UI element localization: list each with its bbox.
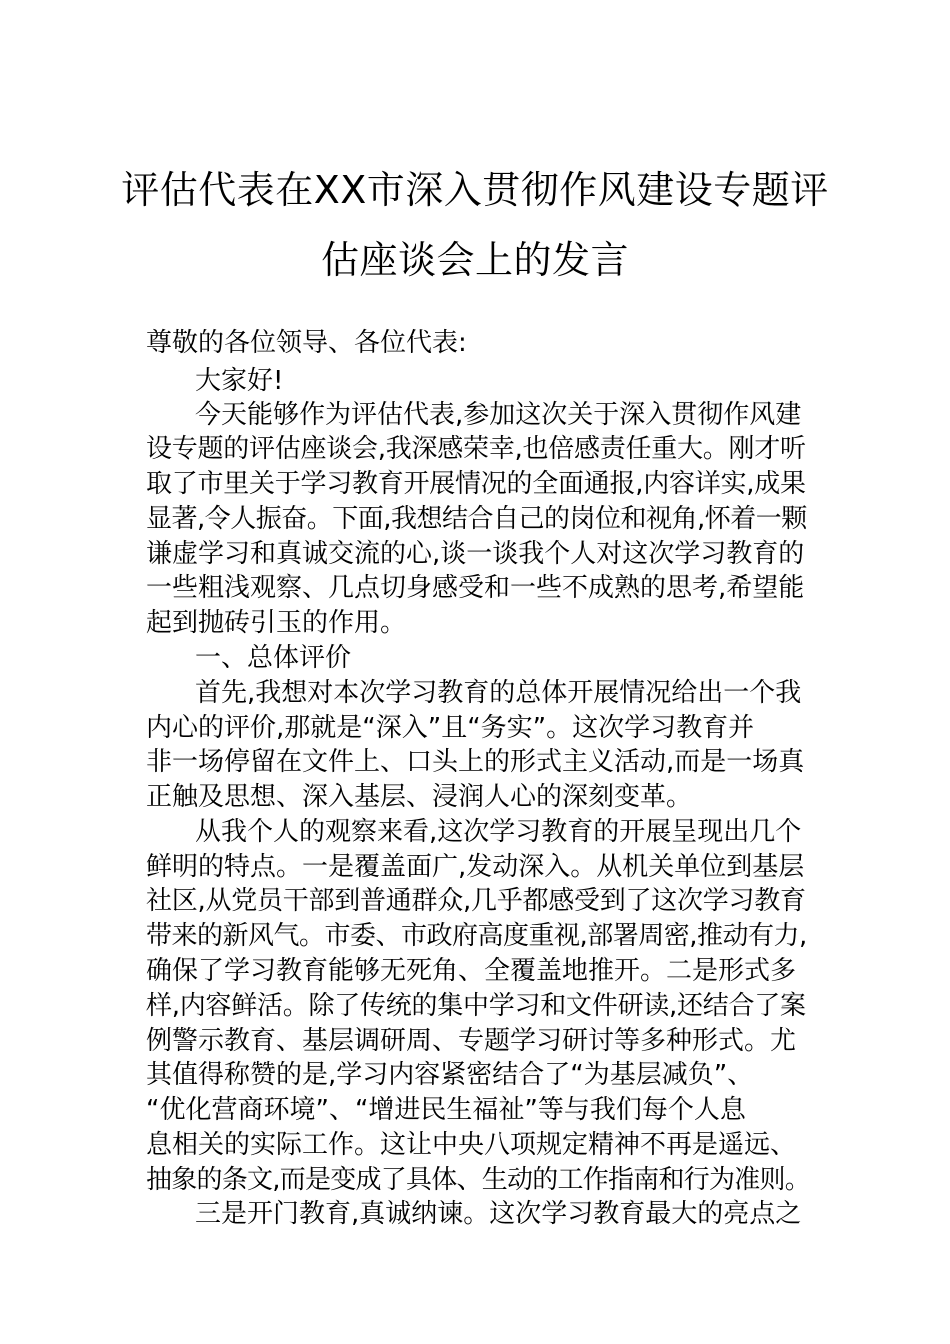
paragraph-line: 抽象的条文,而是变成了具体、生动的工作指南和行为准则。 xyxy=(146,1165,811,1195)
paragraph-line: 例警示教育、基层调研周、专题学习研讨等多种形式。尤 xyxy=(146,1026,797,1056)
paragraph-line: 今天能够作为评估代表,参加这次关于深入贯彻作风建 xyxy=(195,400,802,430)
paragraph-line: 息相关的实际工作。这让中央八项规定精神不再是遥远、 xyxy=(146,1130,797,1160)
paragraph-line: 鲜明的特点。一是覆盖面广,发动深入。从机关单位到基层 xyxy=(146,852,805,882)
paragraph-line: 首先,我想对本次学习教育的总体开展情况给出一个我 xyxy=(195,678,802,708)
paragraph-line: 确保了学习教育能够无死角、全覆盖地推开。二是形式多 xyxy=(146,956,797,986)
paragraph-line: 谦虚学习和真诚交流的心,谈一谈我个人对这次学习教育的 xyxy=(146,539,805,569)
paragraph-line: 内心的评价,那就是“深入”且“务实”。这次学习教育并 xyxy=(146,713,755,743)
document-title-line-2: 估座谈会上的发言 xyxy=(320,238,629,282)
paragraph-line: 从我个人的观察来看,这次学习教育的开展呈现出几个 xyxy=(195,817,802,847)
greeting: 大家好! xyxy=(195,366,284,396)
paragraph-line: 样,内容鲜活。除了传统的集中学习和文件研读,还结合了案 xyxy=(146,991,806,1021)
paragraph-line: 起到抛砖引玉的作用。 xyxy=(146,608,407,638)
section-heading: 一、总体评价 xyxy=(195,643,352,673)
paragraph-line: 设专题的评估座谈会,我深感荣幸,也倍感责任重大。刚才听 xyxy=(146,434,806,464)
document-title-line-1: 评估代表在XX市深入贯彻作风建设专题评 xyxy=(121,168,829,212)
paragraph-line: “优化营商环境”、“增进民生福祉”等与我们每个人息 xyxy=(146,1095,746,1125)
paragraph-line: 社区,从党员干部到普通群众,几乎都感受到了这次学习教育 xyxy=(146,886,806,916)
paragraph-line: 其值得称赞的是,学习内容紧密结合了“为基层减负”、 xyxy=(146,1060,754,1090)
paragraph-line: 三是开门教育,真诚纳谏。这次学习教育最大的亮点之 xyxy=(195,1199,802,1229)
paragraph-line: 一些粗浅观察、几点切身感受和一些不成熟的思考,希望能 xyxy=(146,573,805,603)
paragraph-line: 显著,令人振奋。下面,我想结合自己的岗位和视角,怀着一颗 xyxy=(146,504,807,534)
paragraph-line: 非一场停留在文件上、口头上的形式主义活动,而是一场真 xyxy=(146,747,805,777)
salutation: 尊敬的各位领导、各位代表: xyxy=(146,328,467,358)
paragraph-line: 正触及思想、深入基层、浸润人心的深刻变革。 xyxy=(146,782,693,812)
paragraph-line: 取了市里关于学习教育开展情况的全面通报,内容详实,成果 xyxy=(146,469,806,499)
paragraph-line: 带来的新风气。市委、市政府高度重视,部署周密,推动有力, xyxy=(146,921,807,951)
